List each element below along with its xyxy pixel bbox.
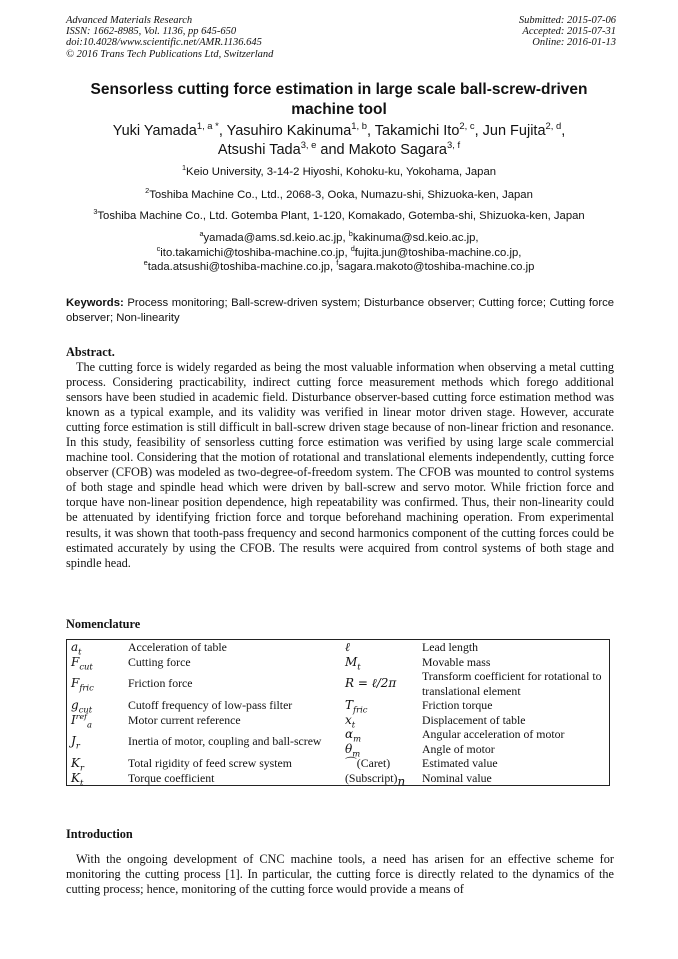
introduction-text: With the ongoing development of CNC machine tools, a need has arisen for an effective scheme for monitoring the cutting process [1]. In particular, the cutting force is directly related to the dynamics of the cutting process; hence, monitoring of the cutting force would provide a means of xyxy=(66,852,614,897)
journal-issn: ISSN: 1662-8985, Vol. 1136, pp 645-650 xyxy=(66,26,237,38)
table-row: $a_t$ Acceleration of table ℓ Lead length xyxy=(71,640,479,657)
accepted-date: Accepted: 2015-07-31 xyxy=(522,26,616,38)
author: Takamichi Ito xyxy=(374,123,460,139)
email-list: $^a$yamada@ams.sd.keio.ac.jp, $^b$kakinuma@sd.keio.ac.jp, $^c$ito.takamichi@toshiba-machine.co.jp, $^d$fujita.jun@toshiba-machine.co.jp, $^e$tada.atsushi@toshiba-machine.co.jp, $^f$sagara.makoto@toshiba-machine.co.jp xyxy=(143,229,535,274)
journal-info xyxy=(66,15,273,60)
table-row: $F_{cut}$ Cutting force $M_t$ Movable mass xyxy=(71,654,491,671)
nomenclature-heading: Nomenclature xyxy=(66,617,141,631)
affiliation: $^2$Toshiba Machine Co., Ltd., 2068-3, Ooka, Numazu-shi, Shizuoka-ken, Japan xyxy=(145,186,533,201)
keywords-label: Keywords: xyxy=(66,297,124,309)
abstract-heading: Abstract. xyxy=(66,345,115,359)
journal-doi: doi:10.4028/www.scientific.net/AMR.1136.645 xyxy=(66,37,262,49)
paper-title: Sensorless cutting force estimation in large scale ball-screw-driven machine tool xyxy=(90,81,588,118)
affiliation: $^1$Keio University, 3-14-2 Hiyoshi, Kohoku-ku, Yokohama, Japan xyxy=(181,163,497,178)
author: Yuki Yamada xyxy=(112,123,197,139)
table-row: $g_{cut}$ Cutoff frequency of low-pass filter $T_{fric}$ Friction torque xyxy=(71,698,493,715)
email: yamada@ams.sd.keio.ac.jp, xyxy=(203,232,346,244)
email: fujita.jun@toshiba-machine.co.jp, xyxy=(354,246,522,259)
keywords xyxy=(66,296,614,326)
email: kakinuma@sd.keio.ac.jp, xyxy=(352,232,479,244)
table-row: $F_{fric}$ Friction force R = ℓ/2π Transform coefficient for rotational to translational element xyxy=(71,669,602,698)
introduction-heading: Introduction xyxy=(66,827,133,841)
table-row: $J_r$ Inertia of motor, coupling and ball-screw $\alpha_m$ $\theta_m$ Angular acceleration of motor Angle of motor xyxy=(71,727,565,758)
table-row: $K_r$ Total rigidity of feed screw system ⌒(Caret) Estimated value xyxy=(71,756,498,773)
email: tada.atsushi@toshiba-machine.co.jp, xyxy=(147,261,334,274)
keywords-text: Process monitoring; Ball-screw-driven system; Disturbance observer; Cutting force; Cutting force observer; Non-linearity xyxy=(66,297,615,324)
email: ito.takamichi@toshiba-machine.co.jp, xyxy=(160,246,348,259)
nomenclature-table xyxy=(66,639,610,786)
author: Atsushi Tada xyxy=(217,142,301,158)
journal-copyright: © 2016 Trans Tech Publications Ltd, Switzerland xyxy=(66,48,274,60)
author: Jun Fujita xyxy=(482,123,546,139)
author-list: Yuki Yamada$^{1, a *}$, Yasuhiro Kakinuma$^{1, b}$, Takamichi Ito$^{2, c}$, Jun Fujita$^{2, d}$, Atsushi Tada$^{3, e}$ and Makoto Sagara$^{3, f}$ xyxy=(112,120,566,158)
submitted-date: Submitted: 2015-07-06 xyxy=(518,15,616,26)
table-row: $K_t$ Torque coefficient $(Subscript)_n$ Nominal value xyxy=(71,770,492,788)
abstract-text: The cutting force is widely regarded as being the most valuable information when observing a metal cutting process. Considering practicability, indirect cutting force measurement methods which forego additional sensors have been studied in academic field. Disturbance observer-based cutting force estimation method was known as a typical example, and its validity was verified in linear motor driven stage. However, accurate cutting force estimation is still difficult in ball-screw driven stage because of non-linear friction and resonance. In this study, feasibility of sensorless cutting force estimation was verified by using large scale commercial machine tool. Considering that the motion of rotational and translational elements independently, cutting force observer (CFOB) was modeled as two-degree-of-freedom system. The CFOB was mounted to control systems of both stage and spindle head which were driven by ball-screw and servo motor. While friction force and torque have non-linear position dependence, high repeatability was confirmed. Thus, their non-linearity could be attenuated by identifying friction force and torque beforehand machining operation. From experimental results, it was shown that tooth-pass frequency and second harmonics component of the cutting forces could be estimated accurately by using the CFOB. The results were acquired from control systems of both stage and spindle head. xyxy=(66,360,614,570)
email: sagara.makoto@toshiba-machine.co.jp xyxy=(338,261,535,274)
affiliation: $^3$Toshiba Machine Co., Ltd. Gotemba Plant, 1-120, Komakado, Gotemba-shi, Shizuoka-ken, Japan xyxy=(93,207,585,222)
online-date: Online: 2016-01-13 xyxy=(532,37,616,49)
journal-name: Advanced Materials Research xyxy=(66,15,193,26)
author: Makoto Sagara xyxy=(348,142,447,158)
table-row: $I^{ref}_a$ Motor current reference $x_t$ Displacement of table xyxy=(71,711,526,729)
dates-info xyxy=(519,15,616,49)
author: Yasuhiro Kakinuma xyxy=(226,123,352,139)
